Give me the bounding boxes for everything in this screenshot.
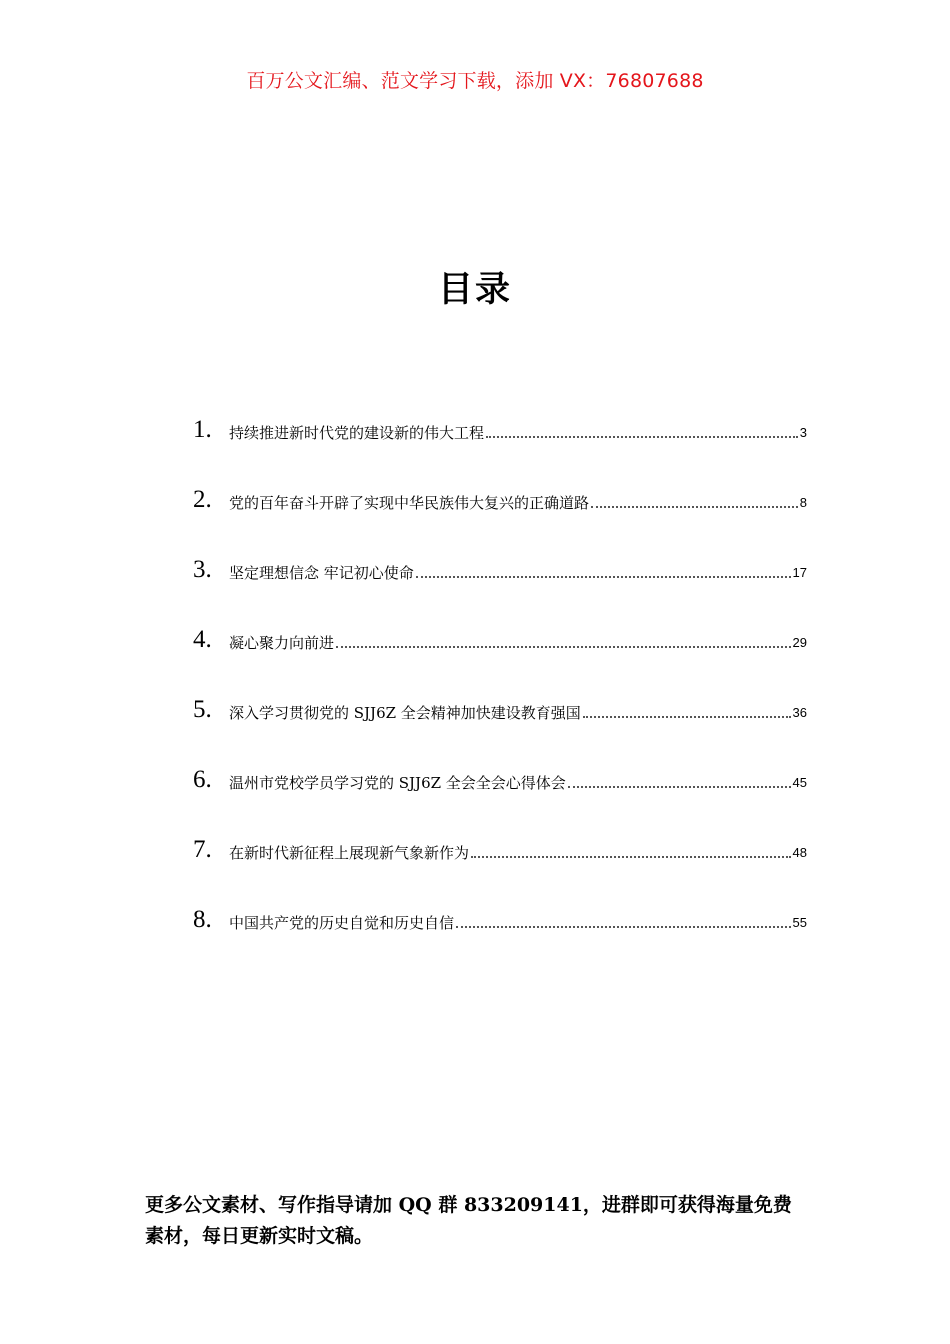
toc-entry[interactable]: [193, 690, 807, 760]
toc-entry[interactable]: [193, 900, 807, 970]
toc-entry-page: 45: [792, 775, 807, 790]
toc-dot-leader: [471, 856, 791, 858]
toc-entry-page: 8: [799, 495, 807, 510]
toc-entry-title: 中国共产党的历史自觉和历史自信: [229, 914, 455, 932]
toc-entry-page: 36: [792, 705, 807, 720]
toc-list: [193, 410, 807, 970]
toc-dot-leader: [568, 786, 791, 788]
toc-entry-title: 在新时代新征程上展现新气象新作为: [229, 844, 470, 862]
toc-entry-title: 坚定理想信念 牢记初心使命: [229, 564, 414, 582]
toc-entry-title: 党的百年奋斗开辟了实现中华民族伟大复兴的正确道路: [229, 494, 590, 512]
toc-entry-page: 17: [792, 565, 807, 580]
toc-entry-title: 温州市党校学员学习党的 SJJ6Z 全会全会心得体会: [229, 774, 566, 792]
promo-banner: 百万公文汇编、范文学习下载，添加 VX：76807688: [246, 70, 704, 92]
toc-dot-leader: [416, 576, 791, 578]
toc-entry-number: 1.: [193, 416, 212, 443]
toc-entry-title: 持续推进新时代党的建设新的伟大工程: [229, 424, 485, 442]
toc-entry[interactable]: [193, 620, 807, 690]
toc-entry-number: 5.: [193, 696, 212, 723]
toc-dot-leader: [486, 436, 798, 438]
toc-entry-number: 6.: [193, 766, 212, 793]
toc-dot-leader: [591, 506, 798, 508]
toc-title: 目录: [437, 270, 512, 310]
toc-dot-leader: [456, 926, 791, 928]
toc-entry-number: 8.: [193, 906, 212, 933]
toc-entry-number: 2.: [193, 486, 212, 513]
footer-note: 更多公文素材、写作指导请加 QQ 群 833209141，进群即可获得海量免费素材，每日更新实时文稿。: [145, 1194, 792, 1247]
toc-entry-page: 29: [792, 635, 807, 650]
toc-entry-page: 48: [792, 845, 807, 860]
toc-entry-title: 深入学习贯彻党的 SJJ6Z 全会精神加快建设教育强国: [229, 704, 581, 722]
toc-entry[interactable]: [193, 760, 807, 830]
toc-entry[interactable]: [193, 830, 807, 900]
toc-entry-number: 7.: [193, 836, 212, 863]
toc-entry-page: 3: [799, 425, 807, 440]
toc-entry[interactable]: [193, 480, 807, 550]
toc-entry-number: 3.: [193, 556, 212, 583]
toc-entry-title: 凝心聚力向前进: [229, 634, 335, 652]
toc-dot-leader: [336, 646, 791, 648]
toc-dot-leader: [583, 716, 791, 718]
toc-entry-number: 4.: [193, 626, 212, 653]
toc-entry[interactable]: [193, 550, 807, 620]
toc-entry-page: 55: [792, 915, 807, 930]
toc-entry[interactable]: [193, 410, 807, 480]
